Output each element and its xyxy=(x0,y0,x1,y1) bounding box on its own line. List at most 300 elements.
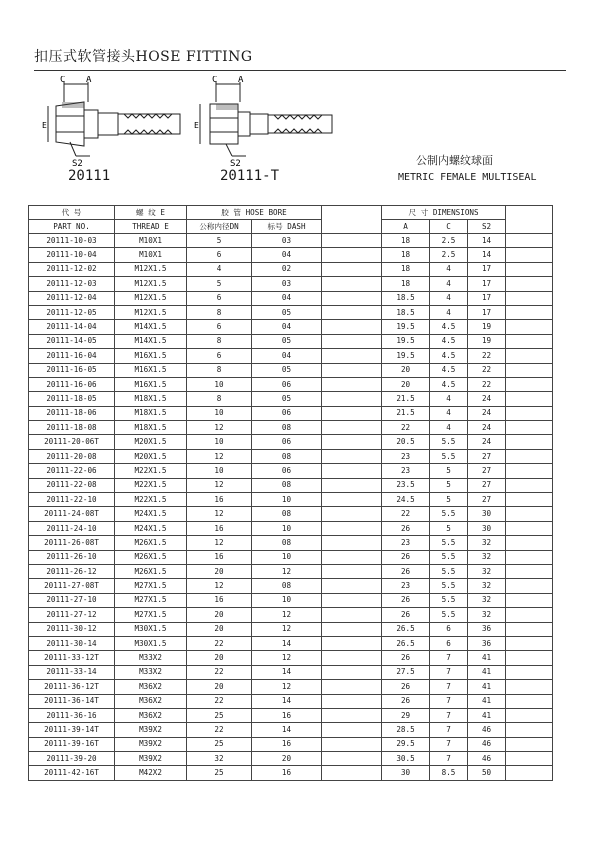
cell-s2: 27 xyxy=(468,478,506,492)
cell-a: 30.5 xyxy=(382,752,430,766)
cell-thread: M30X1.5 xyxy=(115,636,187,650)
cell-dash: 05 xyxy=(252,392,322,406)
cell-s2: 46 xyxy=(468,723,506,737)
cell-dash: 02 xyxy=(252,262,322,276)
cell-part-no: 20111-12-02 xyxy=(29,262,115,276)
cell-extra xyxy=(506,363,553,377)
cell-c: 5.5 xyxy=(430,449,468,463)
cell-part-no: 20111-24-10 xyxy=(29,521,115,535)
cell-dn: 6 xyxy=(187,320,252,334)
cell-s2: 19 xyxy=(468,334,506,348)
cell-dn: 10 xyxy=(187,377,252,391)
cell-extra xyxy=(506,262,553,276)
cell-gap xyxy=(322,493,382,507)
cell-dash: 06 xyxy=(252,406,322,420)
cell-part-no: 20111-10-04 xyxy=(29,248,115,262)
cell-gap xyxy=(322,305,382,319)
cell-c: 6 xyxy=(430,636,468,650)
cell-extra xyxy=(506,737,553,751)
cell-gap xyxy=(322,752,382,766)
cell-gap xyxy=(322,608,382,622)
cell-gap xyxy=(322,680,382,694)
cell-extra xyxy=(506,291,553,305)
cell-thread: M20X1.5 xyxy=(115,449,187,463)
cell-gap xyxy=(322,449,382,463)
cell-part-no: 20111-14-05 xyxy=(29,334,115,348)
label-s2: S2 xyxy=(230,159,241,166)
cell-dash: 08 xyxy=(252,536,322,550)
cell-extra xyxy=(506,521,553,535)
cell-part-no: 20111-12-05 xyxy=(29,305,115,319)
table-row xyxy=(29,377,553,391)
cell-part-no: 20111-22-08 xyxy=(29,478,115,492)
cell-dn: 22 xyxy=(187,665,252,679)
cell-dash: 14 xyxy=(252,665,322,679)
cell-gap xyxy=(322,478,382,492)
cell-gap xyxy=(322,334,382,348)
cell-gap xyxy=(322,636,382,650)
cell-gap xyxy=(322,521,382,535)
cell-dash: 04 xyxy=(252,248,322,262)
cell-s2: 41 xyxy=(468,665,506,679)
cell-extra xyxy=(506,550,553,564)
cell-dn: 22 xyxy=(187,636,252,650)
cell-a: 29.5 xyxy=(382,737,430,751)
cell-s2: 27 xyxy=(468,449,506,463)
cell-a: 18 xyxy=(382,234,430,248)
cell-gap xyxy=(322,507,382,521)
cell-s2: 17 xyxy=(468,291,506,305)
cell-s2: 32 xyxy=(468,550,506,564)
cell-a: 19.5 xyxy=(382,349,430,363)
cell-a: 22 xyxy=(382,507,430,521)
cell-dn: 20 xyxy=(187,680,252,694)
cell-dash: 06 xyxy=(252,464,322,478)
cell-a: 23.5 xyxy=(382,478,430,492)
cell-dn: 16 xyxy=(187,550,252,564)
cell-gap xyxy=(322,277,382,291)
cell-dn: 5 xyxy=(187,234,252,248)
cell-c: 4 xyxy=(430,305,468,319)
cell-thread: M16X1.5 xyxy=(115,377,187,391)
table-row xyxy=(29,536,553,550)
cell-dn: 25 xyxy=(187,708,252,722)
cell-dash: 12 xyxy=(252,622,322,636)
label-a: A xyxy=(86,76,92,85)
fitting-diagram-20111 xyxy=(40,76,190,166)
cell-gap xyxy=(322,262,382,276)
table-row xyxy=(29,737,553,751)
cell-part-no: 20111-18-05 xyxy=(29,392,115,406)
cell-thread: M36X2 xyxy=(115,694,187,708)
cell-c: 5.5 xyxy=(430,507,468,521)
cell-part-no: 20111-18-06 xyxy=(29,406,115,420)
cell-thread: M10X1 xyxy=(115,234,187,248)
cell-thread: M22X1.5 xyxy=(115,478,187,492)
cell-dash: 12 xyxy=(252,651,322,665)
cell-a: 30 xyxy=(382,766,430,780)
table-row xyxy=(29,564,553,578)
cell-dash: 08 xyxy=(252,507,322,521)
table-row xyxy=(29,435,553,449)
label-s2: S2 xyxy=(72,159,83,166)
cell-dash: 08 xyxy=(252,579,322,593)
cell-a: 19.5 xyxy=(382,334,430,348)
cell-extra xyxy=(506,406,553,420)
cell-dn: 20 xyxy=(187,608,252,622)
table-row xyxy=(29,349,553,363)
cell-dash: 14 xyxy=(252,694,322,708)
cell-gap xyxy=(322,421,382,435)
cell-dash: 16 xyxy=(252,766,322,780)
cell-thread: M27X1.5 xyxy=(115,608,187,622)
cell-c: 4.5 xyxy=(430,320,468,334)
cell-gap xyxy=(322,622,382,636)
cell-part-no: 20111-22-06 xyxy=(29,464,115,478)
cell-dash: 08 xyxy=(252,421,322,435)
cell-dn: 22 xyxy=(187,694,252,708)
cell-part-no: 20111-24-08T xyxy=(29,507,115,521)
cell-dn: 12 xyxy=(187,536,252,550)
cell-gap xyxy=(322,766,382,780)
cell-c: 4.5 xyxy=(430,334,468,348)
cell-a: 28.5 xyxy=(382,723,430,737)
table-row xyxy=(29,421,553,435)
cell-dn: 10 xyxy=(187,435,252,449)
cell-dash: 06 xyxy=(252,377,322,391)
table-row xyxy=(29,550,553,564)
cell-gap xyxy=(322,723,382,737)
cell-c: 5 xyxy=(430,521,468,535)
cell-thread: M22X1.5 xyxy=(115,464,187,478)
cell-thread: M39X2 xyxy=(115,723,187,737)
cell-c: 2.5 xyxy=(430,248,468,262)
cell-part-no: 20111-27-08T xyxy=(29,579,115,593)
cell-dash: 12 xyxy=(252,564,322,578)
label-c: C xyxy=(60,76,66,85)
cell-dash: 20 xyxy=(252,752,322,766)
cell-c: 4.5 xyxy=(430,349,468,363)
cell-dn: 12 xyxy=(187,421,252,435)
cell-dn: 32 xyxy=(187,752,252,766)
cell-gap xyxy=(322,708,382,722)
cell-thread: M18X1.5 xyxy=(115,406,187,420)
cell-extra xyxy=(506,593,553,607)
cell-dn: 8 xyxy=(187,392,252,406)
cell-c: 2.5 xyxy=(430,234,468,248)
cell-s2: 32 xyxy=(468,593,506,607)
cell-dash: 05 xyxy=(252,334,322,348)
table-row xyxy=(29,507,553,521)
cell-extra xyxy=(506,234,553,248)
cell-extra xyxy=(506,694,553,708)
cell-gap xyxy=(322,349,382,363)
cell-c: 5.5 xyxy=(430,536,468,550)
cell-extra xyxy=(506,435,553,449)
cell-extra xyxy=(506,507,553,521)
cell-dash: 16 xyxy=(252,737,322,751)
cell-s2: 46 xyxy=(468,737,506,751)
cell-s2: 24 xyxy=(468,435,506,449)
header-s2: S2 xyxy=(468,220,506,234)
cell-dash: 12 xyxy=(252,680,322,694)
cell-part-no: 20111-39-14T xyxy=(29,723,115,737)
table-row xyxy=(29,478,553,492)
cell-thread: M18X1.5 xyxy=(115,421,187,435)
cell-extra xyxy=(506,377,553,391)
model-number-20111: 20111 xyxy=(68,168,111,184)
cell-part-no: 20111-14-04 xyxy=(29,320,115,334)
cell-extra xyxy=(506,766,553,780)
cell-extra xyxy=(506,248,553,262)
cell-a: 18 xyxy=(382,262,430,276)
specification-table xyxy=(28,205,553,781)
cell-dash: 05 xyxy=(252,363,322,377)
header-dn: 公称内径DN xyxy=(187,220,252,234)
cell-s2: 30 xyxy=(468,521,506,535)
table-row xyxy=(29,579,553,593)
cell-dn: 16 xyxy=(187,493,252,507)
table-row xyxy=(29,708,553,722)
cell-extra xyxy=(506,478,553,492)
cell-s2: 14 xyxy=(468,248,506,262)
cell-c: 4 xyxy=(430,291,468,305)
cell-thread: M12X1.5 xyxy=(115,291,187,305)
cell-part-no: 20111-36-16 xyxy=(29,708,115,722)
cell-a: 24.5 xyxy=(382,493,430,507)
cell-dn: 25 xyxy=(187,766,252,780)
cell-a: 26 xyxy=(382,521,430,535)
cell-thread: M12X1.5 xyxy=(115,305,187,319)
cell-c: 4 xyxy=(430,421,468,435)
cell-part-no: 20111-12-04 xyxy=(29,291,115,305)
label-a: A xyxy=(238,76,244,85)
cell-gap xyxy=(322,737,382,751)
cell-extra xyxy=(506,651,553,665)
cell-dash: 12 xyxy=(252,608,322,622)
table-row xyxy=(29,234,553,248)
cell-s2: 32 xyxy=(468,536,506,550)
cell-dash: 10 xyxy=(252,550,322,564)
cell-part-no: 20111-26-12 xyxy=(29,564,115,578)
description-english: METRIC FEMALE MULTISEAL xyxy=(398,172,537,183)
cell-thread: M27X1.5 xyxy=(115,579,187,593)
cell-extra xyxy=(506,392,553,406)
table-row xyxy=(29,493,553,507)
header-gap xyxy=(322,206,382,234)
cell-c: 4.5 xyxy=(430,377,468,391)
cell-a: 26 xyxy=(382,680,430,694)
cell-dn: 25 xyxy=(187,737,252,751)
cell-part-no: 20111-12-03 xyxy=(29,277,115,291)
cell-gap xyxy=(322,665,382,679)
table-row xyxy=(29,392,553,406)
cell-s2: 41 xyxy=(468,694,506,708)
cell-part-no: 20111-36-14T xyxy=(29,694,115,708)
header-dash: 标号 DASH xyxy=(252,220,322,234)
cell-dn: 16 xyxy=(187,593,252,607)
table-row xyxy=(29,262,553,276)
table-row xyxy=(29,449,553,463)
cell-thread: M14X1.5 xyxy=(115,320,187,334)
cell-s2: 41 xyxy=(468,708,506,722)
cell-thread: M18X1.5 xyxy=(115,392,187,406)
cell-c: 6 xyxy=(430,622,468,636)
cell-s2: 22 xyxy=(468,377,506,391)
cell-c: 5.5 xyxy=(430,593,468,607)
table-row xyxy=(29,680,553,694)
cell-dn: 22 xyxy=(187,723,252,737)
cell-thread: M20X1.5 xyxy=(115,435,187,449)
header-row-1 xyxy=(29,206,553,220)
cell-dash: 14 xyxy=(252,636,322,650)
cell-extra xyxy=(506,723,553,737)
cell-part-no: 20111-20-08 xyxy=(29,449,115,463)
cell-dash: 08 xyxy=(252,478,322,492)
header-part-en: PART NO. xyxy=(29,220,115,234)
cell-gap xyxy=(322,593,382,607)
header-thread-en: THREAD E xyxy=(115,220,187,234)
cell-s2: 17 xyxy=(468,277,506,291)
cell-s2: 22 xyxy=(468,363,506,377)
cell-c: 7 xyxy=(430,752,468,766)
table-row xyxy=(29,363,553,377)
header-extra xyxy=(506,206,553,234)
table-row xyxy=(29,277,553,291)
cell-dn: 8 xyxy=(187,305,252,319)
cell-dash: 08 xyxy=(252,449,322,463)
cell-a: 26 xyxy=(382,651,430,665)
cell-extra xyxy=(506,421,553,435)
cell-gap xyxy=(322,579,382,593)
cell-extra xyxy=(506,449,553,463)
cell-gap xyxy=(322,320,382,334)
cell-gap xyxy=(322,694,382,708)
title-rule xyxy=(34,70,566,71)
cell-extra xyxy=(506,752,553,766)
cell-extra xyxy=(506,464,553,478)
cell-a: 18.5 xyxy=(382,291,430,305)
table-row xyxy=(29,636,553,650)
cell-extra xyxy=(506,622,553,636)
cell-part-no: 20111-33-12T xyxy=(29,651,115,665)
table-row xyxy=(29,622,553,636)
cell-dn: 12 xyxy=(187,579,252,593)
cell-dash: 14 xyxy=(252,723,322,737)
cell-c: 7 xyxy=(430,723,468,737)
cell-s2: 27 xyxy=(468,493,506,507)
cell-extra xyxy=(506,349,553,363)
cell-thread: M27X1.5 xyxy=(115,593,187,607)
cell-dash: 06 xyxy=(252,435,322,449)
table-row xyxy=(29,406,553,420)
cell-gap xyxy=(322,651,382,665)
cell-c: 5.5 xyxy=(430,564,468,578)
cell-dash: 05 xyxy=(252,305,322,319)
cell-a: 26 xyxy=(382,564,430,578)
cell-part-no: 20111-27-12 xyxy=(29,608,115,622)
cell-extra xyxy=(506,608,553,622)
cell-a: 18 xyxy=(382,277,430,291)
label-c: C xyxy=(212,76,218,85)
cell-dash: 10 xyxy=(252,521,322,535)
cell-dn: 10 xyxy=(187,406,252,420)
cell-thread: M16X1.5 xyxy=(115,363,187,377)
cell-s2: 36 xyxy=(468,636,506,650)
table-row xyxy=(29,248,553,262)
cell-s2: 46 xyxy=(468,752,506,766)
cell-thread: M14X1.5 xyxy=(115,334,187,348)
cell-c: 7 xyxy=(430,708,468,722)
cell-a: 23 xyxy=(382,464,430,478)
cell-dn: 8 xyxy=(187,363,252,377)
cell-part-no: 20111-22-10 xyxy=(29,493,115,507)
cell-c: 5.5 xyxy=(430,550,468,564)
cell-s2: 32 xyxy=(468,564,506,578)
cell-dn: 5 xyxy=(187,277,252,291)
header-c: C xyxy=(430,220,468,234)
cell-dn: 12 xyxy=(187,507,252,521)
header-row-2 xyxy=(29,220,553,234)
cell-s2: 30 xyxy=(468,507,506,521)
cell-extra xyxy=(506,536,553,550)
table-row xyxy=(29,752,553,766)
cell-thread: M26X1.5 xyxy=(115,536,187,550)
header-thread-cn: 螺 纹 E xyxy=(115,206,187,220)
cell-s2: 24 xyxy=(468,406,506,420)
page-title: 扣压式软管接头HOSE FITTING xyxy=(34,49,253,65)
cell-extra xyxy=(506,708,553,722)
cell-dash: 03 xyxy=(252,277,322,291)
cell-extra xyxy=(506,305,553,319)
cell-extra xyxy=(506,665,553,679)
cell-s2: 32 xyxy=(468,579,506,593)
cell-dn: 16 xyxy=(187,521,252,535)
cell-a: 18.5 xyxy=(382,305,430,319)
cell-part-no: 20111-30-12 xyxy=(29,622,115,636)
cell-c: 4 xyxy=(430,392,468,406)
cell-c: 8.5 xyxy=(430,766,468,780)
header-a: A xyxy=(382,220,430,234)
cell-c: 7 xyxy=(430,651,468,665)
cell-part-no: 20111-42-16T xyxy=(29,766,115,780)
cell-gap xyxy=(322,406,382,420)
cell-s2: 36 xyxy=(468,622,506,636)
cell-part-no: 20111-16-06 xyxy=(29,377,115,391)
cell-a: 18 xyxy=(382,248,430,262)
cell-thread: M33X2 xyxy=(115,665,187,679)
cell-gap xyxy=(322,392,382,406)
table-row xyxy=(29,608,553,622)
cell-s2: 32 xyxy=(468,608,506,622)
cell-thread: M26X1.5 xyxy=(115,550,187,564)
table-row xyxy=(29,665,553,679)
cell-part-no: 20111-26-08T xyxy=(29,536,115,550)
cell-a: 26.5 xyxy=(382,622,430,636)
label-e: E xyxy=(194,121,199,130)
cell-a: 27.5 xyxy=(382,665,430,679)
cell-a: 26 xyxy=(382,608,430,622)
cell-c: 5.5 xyxy=(430,579,468,593)
table-row xyxy=(29,723,553,737)
cell-a: 26 xyxy=(382,550,430,564)
label-e: E xyxy=(42,121,47,130)
cell-gap xyxy=(322,564,382,578)
cell-a: 26.5 xyxy=(382,636,430,650)
cell-part-no: 20111-26-10 xyxy=(29,550,115,564)
cell-dash: 03 xyxy=(252,234,322,248)
cell-a: 29 xyxy=(382,708,430,722)
